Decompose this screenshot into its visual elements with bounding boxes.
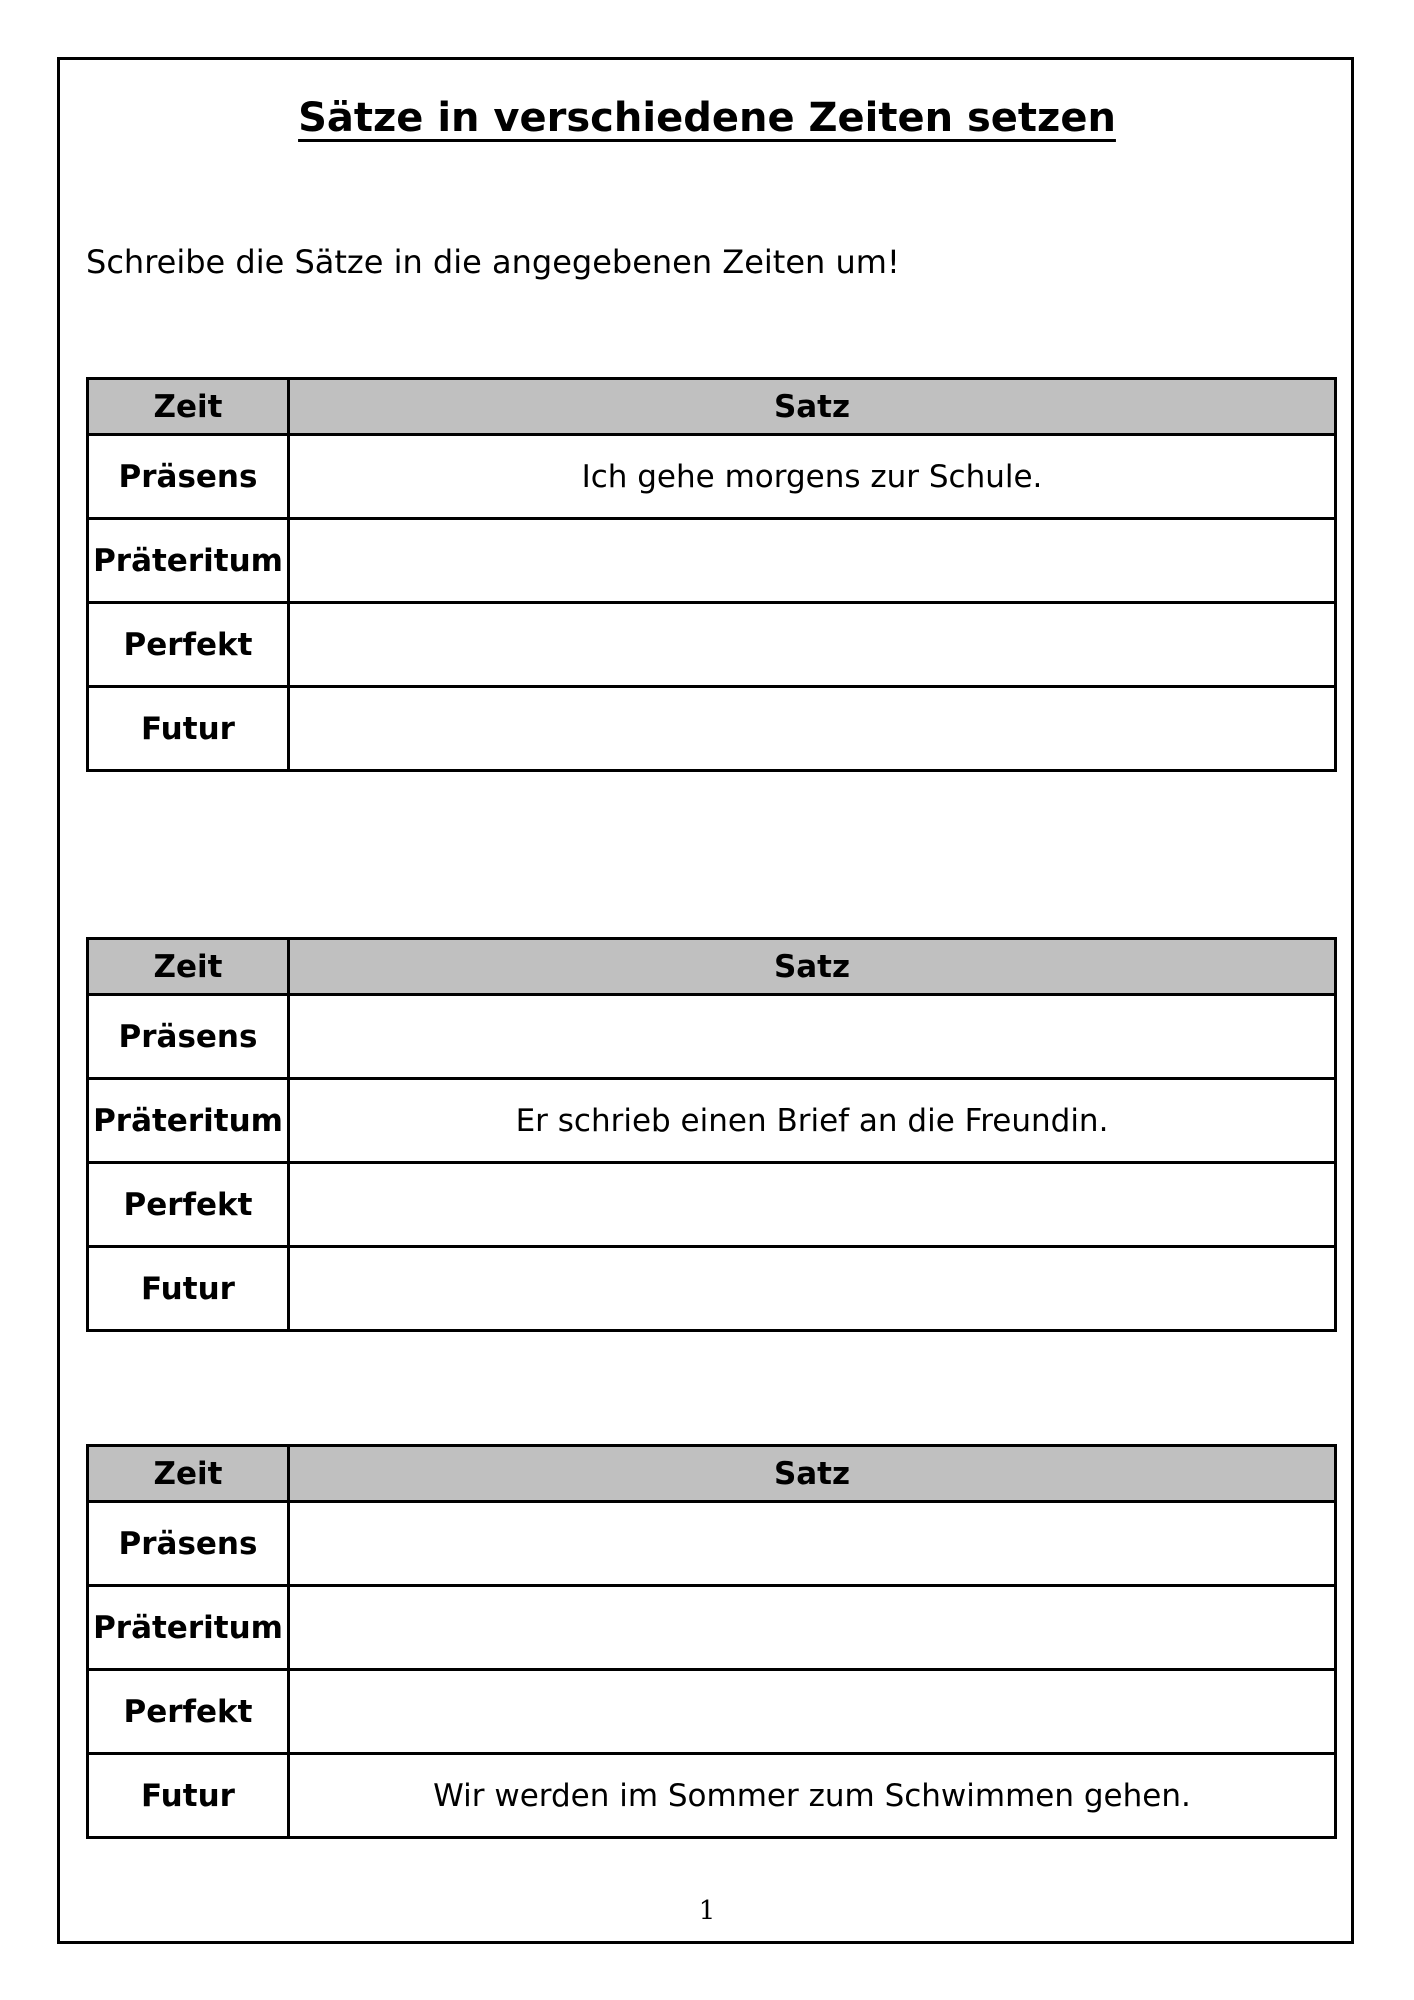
header-zeit: Zeit [88,939,289,995]
satz-cell[interactable]: Wir werden im Sommer zum Schwimmen gehen. [289,1754,1336,1838]
table-row [88,1670,1336,1754]
title-text: Sätze in verschiedene Zeiten setzen [298,95,1116,141]
table-row [88,519,1336,603]
header-satz: Satz [289,379,1336,435]
satz-cell[interactable] [289,1502,1336,1586]
table-header-row [88,939,1336,995]
zeit-cell: Futur [88,1247,289,1331]
zeit-cell: Futur [88,687,289,771]
zeit-cell: Futur [88,1754,289,1838]
satz-cell[interactable] [289,1670,1336,1754]
zeit-cell: Präteritum [88,1079,289,1163]
table-row [88,1079,1336,1163]
zeit-cell: Präsens [88,435,289,519]
satz-cell[interactable] [289,995,1336,1079]
satz-cell[interactable] [289,603,1336,687]
header-zeit: Zeit [88,1446,289,1502]
satz-cell[interactable] [289,1163,1336,1247]
table-row [88,1586,1336,1670]
tense-table-1 [86,377,1337,772]
tense-table-2 [86,937,1337,1332]
worksheet-title [0,93,1414,143]
table-row [88,995,1336,1079]
satz-cell[interactable]: Ich gehe morgens zur Schule. [289,435,1336,519]
table-row [88,603,1336,687]
header-satz: Satz [289,1446,1336,1502]
satz-cell[interactable] [289,687,1336,771]
table-row [88,1247,1336,1331]
zeit-cell: Perfekt [88,1163,289,1247]
header-zeit: Zeit [88,379,289,435]
table-header-row [88,1446,1336,1502]
table-row [88,687,1336,771]
table-row [88,1502,1336,1586]
instruction-text: Schreibe die Sätze in die angegebenen Zeiten um! [86,243,900,281]
table-row [88,1163,1336,1247]
table-row [88,435,1336,519]
tense-table-3 [86,1444,1337,1839]
zeit-cell: Perfekt [88,1670,289,1754]
satz-cell[interactable] [289,519,1336,603]
page-number: 1 [698,1896,716,1926]
zeit-cell: Präsens [88,995,289,1079]
satz-cell[interactable] [289,1247,1336,1331]
header-satz: Satz [289,939,1336,995]
zeit-cell: Präteritum [88,519,289,603]
zeit-cell: Präsens [88,1502,289,1586]
satz-cell[interactable]: Er schrieb einen Brief an die Freundin. [289,1079,1336,1163]
zeit-cell: Perfekt [88,603,289,687]
zeit-cell: Präteritum [88,1586,289,1670]
table-header-row [88,379,1336,435]
table-row [88,1754,1336,1838]
satz-cell[interactable] [289,1586,1336,1670]
